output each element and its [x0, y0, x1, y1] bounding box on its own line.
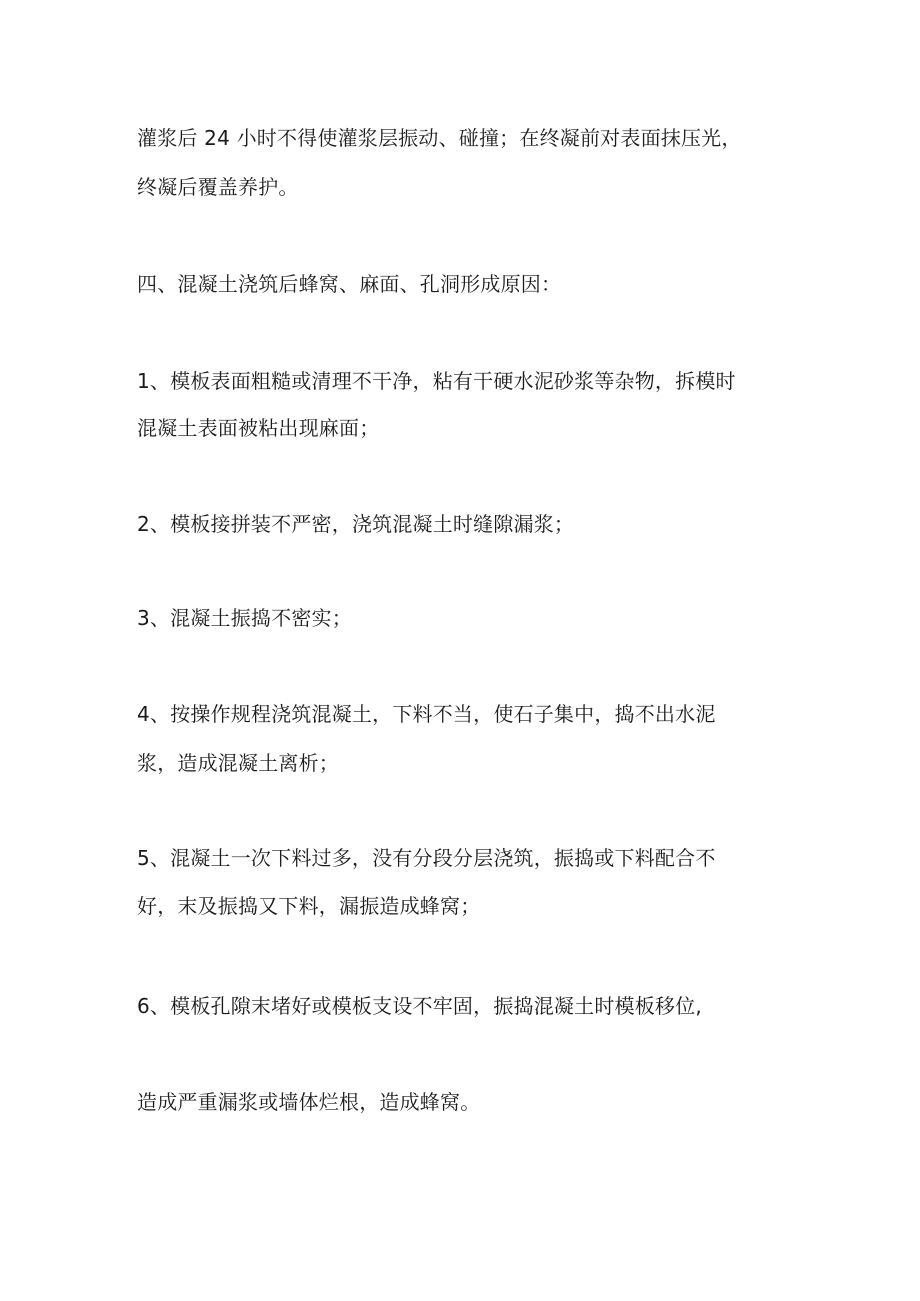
- list-item-line: 2、模板接拼装不严密，浇筑混凝土时缝隙漏浆；: [137, 512, 575, 536]
- paragraph-line: 终凝后覆盖养护。: [137, 175, 299, 199]
- list-item-line: 造成严重漏浆或墙体烂根，造成蜂窝。: [137, 1090, 481, 1114]
- list-item-line: 好，末及振捣又下料，漏振造成蜂窝；: [137, 894, 481, 918]
- list-item-line: 5、混凝土一次下料过多，没有分段分层浇筑，振捣或下料配合不: [137, 846, 716, 870]
- section-heading-text: 四、混凝土浇筑后蜂窝、麻面、孔洞形成原因：: [137, 272, 562, 296]
- list-item-line: 4、按操作规程浇筑混凝土，下料不当，使石子集中，捣不出水泥: [137, 702, 716, 726]
- paragraph-line: 灌浆后 24 小时不得使灌浆层振动、碰撞；在终凝前对表面抹压光，: [137, 126, 742, 150]
- list-item-line: 浆，造成混凝土离析；: [137, 751, 339, 775]
- list-item-line: 6、模板孔隙末堵好或模板支设不牢固，振捣混凝土时模板移位,: [137, 994, 702, 1018]
- list-item-line: 3、混凝土振捣不密实；: [137, 606, 352, 630]
- list-item-line: 1、模板表面粗糙或清理不干净，粘有干硬水泥砂浆等杂物，拆模时: [137, 369, 736, 393]
- list-item-line: 混凝土表面被粘出现麻面；: [137, 416, 380, 440]
